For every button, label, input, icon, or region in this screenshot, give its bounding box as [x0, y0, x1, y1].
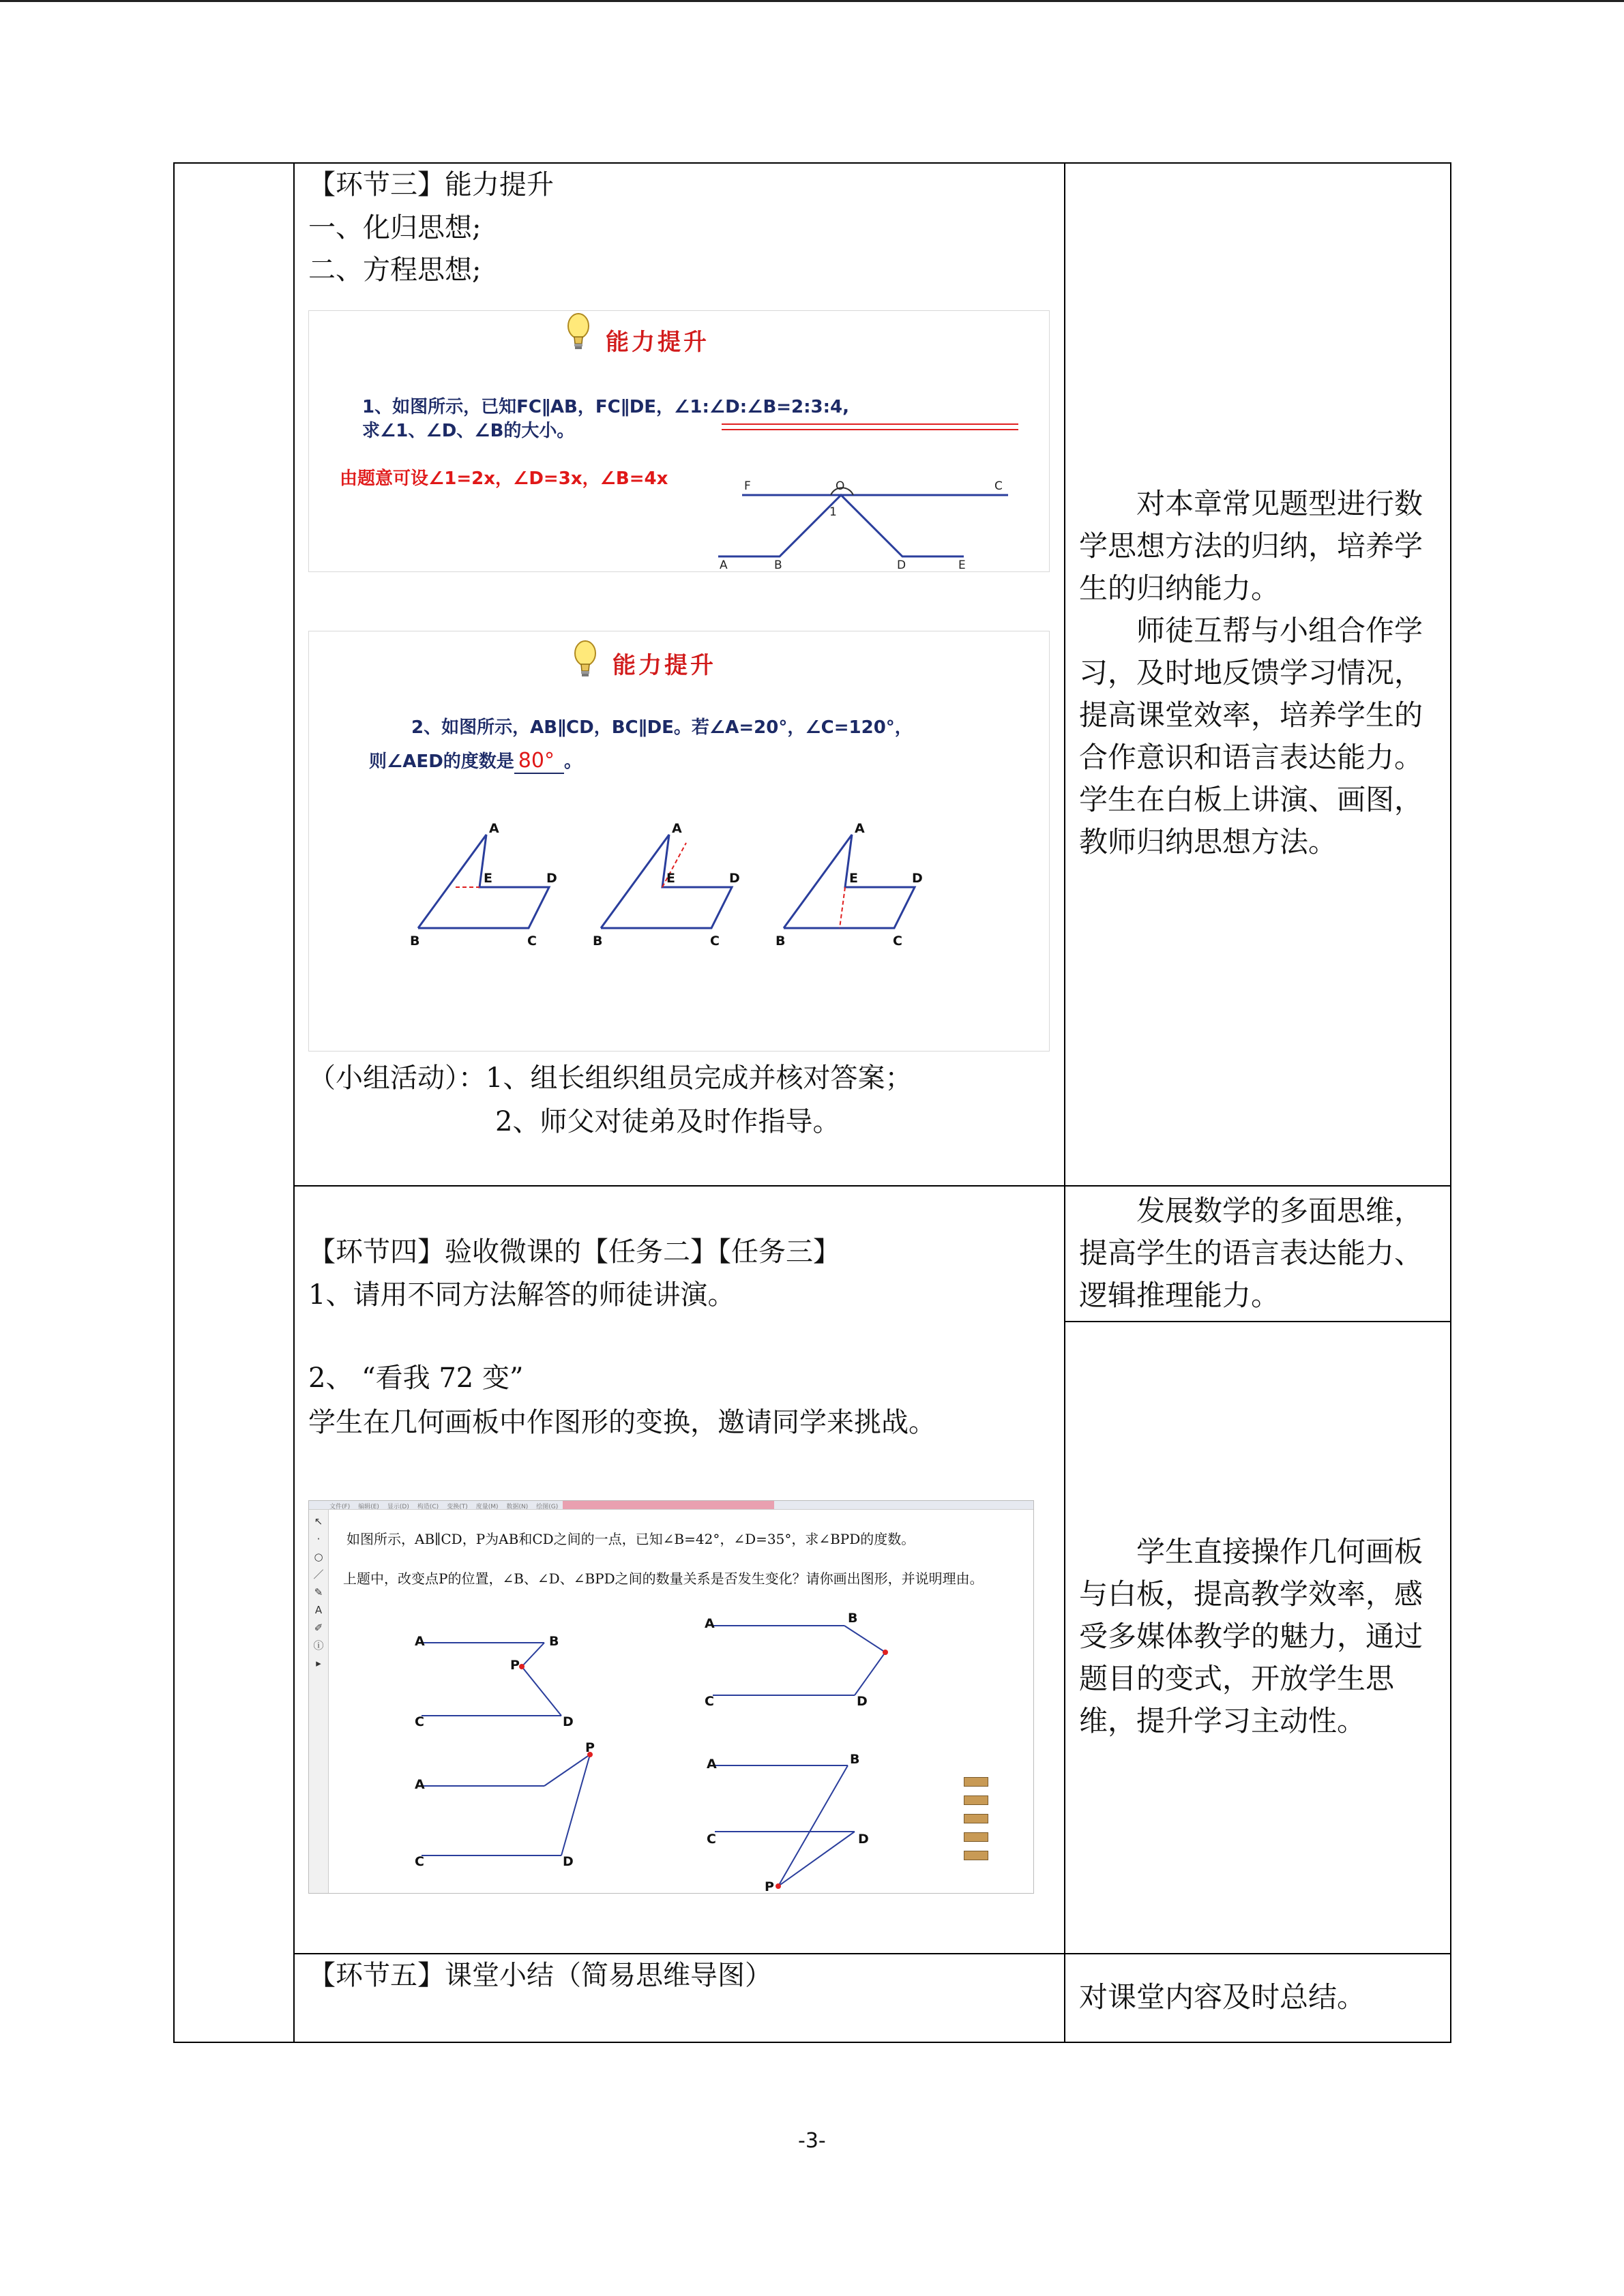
- marker-tool-icon[interactable]: ✐: [314, 1622, 323, 1634]
- lightbulb-icon: [572, 638, 599, 683]
- section-4-note-b: 学生直接操作几何画板 与白板，提高教学效率，感 受多媒体教学的魅力，通过 题目的变式，开放学生思 维，提升学习主动性。: [1079, 1535, 1423, 1738]
- slide-2-answer: 80°: [514, 749, 564, 774]
- sketch-figure-2: [705, 1611, 888, 1709]
- section-3-title: 【环节三】能力提升: [308, 169, 554, 200]
- menu-data[interactable]: 数据(N): [506, 1504, 529, 1510]
- menu-edit[interactable]: 编辑(E): [358, 1504, 379, 1510]
- slide-2-question-line-2: 则∠AED的度数是 80° 。: [369, 749, 582, 773]
- polygon-tool-icon[interactable]: ✎: [314, 1586, 323, 1598]
- svg-text:D: D: [563, 1854, 574, 1869]
- section-3-note: 对本章常见题型进行数 学思想方法的归纳，培养学 生的归纳能力。 师徒互帮与小组合作学 习，及时地反馈学习情况， 提高课堂效率，培养学生的 合作意识和语言表达能力。 学生在白板上讲演、画图， 教师归纳思想方法。: [1079, 487, 1423, 859]
- section-4-line-1: 1、请用不同方法解答的师徒讲演。: [308, 1279, 735, 1311]
- sketch-figure-1: [415, 1634, 574, 1729]
- menu-transform[interactable]: 变换(T): [447, 1504, 468, 1510]
- label-1: 1: [829, 505, 837, 519]
- group-activity-1: （小组活动）：1、组长组织组员完成并核对答案；: [308, 1062, 913, 1094]
- action-button-4[interactable]: [964, 1832, 988, 1842]
- action-button-1[interactable]: [964, 1777, 988, 1787]
- figure-a: [410, 821, 557, 949]
- section-4-title: 【环节四】验收微课的【任务二】【任务三】: [308, 1236, 840, 1268]
- compass-tool-icon[interactable]: ○: [314, 1551, 323, 1563]
- menu-measure[interactable]: 度量(M): [475, 1504, 499, 1510]
- svg-text:E: E: [849, 871, 858, 886]
- section-4-line-2: 2、 “看我 72 变”: [308, 1362, 524, 1394]
- sketch-figure-3: [415, 1740, 595, 1869]
- menu-construct[interactable]: 构造(C): [417, 1504, 439, 1510]
- svg-text:A: A: [415, 1634, 425, 1649]
- label-C: C: [994, 479, 1003, 493]
- line-tool-icon[interactable]: ／: [313, 1568, 324, 1581]
- svg-text:A: A: [415, 1777, 425, 1792]
- slide-1-title: 能力提升: [606, 329, 709, 356]
- slide-1-question-line-1: 1、如图所示，已知FC∥AB，FC∥DE，∠1:∠D:∠B=2:3:4,: [362, 397, 849, 417]
- svg-text:B: B: [848, 1611, 858, 1626]
- svg-text:C: C: [893, 934, 902, 949]
- label-B: B: [774, 558, 782, 572]
- point-tool-icon[interactable]: ·: [316, 1533, 321, 1545]
- svg-text:B: B: [410, 934, 420, 949]
- label-F: F: [744, 479, 751, 493]
- page-number: -3-: [798, 2129, 826, 2153]
- svg-text:B: B: [850, 1752, 860, 1767]
- slide-2-figures: [410, 802, 964, 966]
- section-5-title: 【环节五】课堂小结（简易思维导图）: [308, 1960, 772, 1991]
- svg-text:D: D: [546, 871, 557, 886]
- action-button-5[interactable]: [964, 1851, 988, 1860]
- svg-text:C: C: [710, 934, 720, 949]
- svg-text:D: D: [912, 871, 923, 886]
- slide-1-question-line-2: 求∠1、∠D、∠B的大小。: [362, 421, 575, 441]
- slide-1: [308, 310, 1050, 572]
- svg-text:C: C: [707, 1832, 716, 1847]
- svg-text:D: D: [563, 1714, 574, 1729]
- section-3-item-1: 一、化归思想;: [308, 212, 482, 243]
- text-tool-icon[interactable]: A: [314, 1604, 323, 1616]
- svg-text:B: B: [593, 934, 603, 949]
- svg-text:A: A: [705, 1616, 715, 1631]
- svg-text:C: C: [415, 1854, 424, 1869]
- menu-display[interactable]: 显示(D): [387, 1504, 409, 1510]
- figure-b: [593, 821, 740, 949]
- svg-text:E: E: [666, 871, 675, 886]
- section-5-note: 对课堂内容及时总结。: [1079, 1980, 1366, 2014]
- action-button-3[interactable]: [964, 1814, 988, 1823]
- lightbulb-icon: [565, 311, 592, 356]
- slide-2-question-line-1: 2、如图所示，AB∥CD，BC∥DE。若∠A=20°，∠C=120°，: [411, 717, 913, 738]
- svg-text:E: E: [484, 871, 492, 886]
- menu-graph[interactable]: 绘图(G): [536, 1504, 559, 1510]
- svg-text:D: D: [857, 1694, 868, 1709]
- svg-text:C: C: [527, 934, 537, 949]
- svg-text:P: P: [585, 1740, 595, 1755]
- custom-tool-icon[interactable]: ▸: [316, 1657, 321, 1669]
- sketchpad-screenshot: [308, 1500, 1034, 1894]
- svg-text:A: A: [672, 821, 682, 836]
- svg-text:B: B: [549, 1634, 559, 1649]
- svg-text:A: A: [707, 1757, 717, 1772]
- svg-text:D: D: [858, 1832, 869, 1847]
- svg-text:C: C: [415, 1714, 424, 1729]
- slide-2-title: 能力提升: [612, 652, 716, 679]
- svg-text:A: A: [489, 821, 499, 836]
- action-button-2[interactable]: [964, 1795, 988, 1805]
- section-3-item-2: 二、方程思想;: [308, 254, 482, 286]
- svg-text:B: B: [776, 934, 786, 949]
- group-activity-2: 2、师父对徒弟及时作指导。: [495, 1106, 840, 1137]
- section-4-line-3: 学生在几何画板中作图形的变换，邀请同学来挑战。: [308, 1407, 936, 1438]
- sketchpad-question-2: 上题中，改变点P的位置，∠B、∠D、∠BPD之间的数量关系是否发生变化？请你画出图形，并说明理由。: [343, 1570, 984, 1587]
- svg-text:A: A: [855, 821, 865, 836]
- svg-text:P: P: [765, 1879, 774, 1894]
- label-A: A: [720, 558, 728, 572]
- sketchpad-figures: [309, 1501, 1033, 1893]
- label-O: O: [836, 479, 845, 493]
- slide-2: [308, 631, 1050, 1052]
- sketch-figure-4: [707, 1752, 869, 1894]
- sketchpad-question-1: 如图所示，AB∥CD，P为AB和CD之间的一点，已知∠B=42°，∠D=35°，求∠BPD的度数。: [346, 1531, 915, 1547]
- svg-text:D: D: [729, 871, 740, 886]
- figure-c: [776, 821, 923, 949]
- menu-file[interactable]: 文件(F): [329, 1504, 351, 1510]
- label-D: D: [897, 558, 906, 572]
- label-E: E: [958, 558, 966, 572]
- slide-1-figure: [718, 420, 1039, 570]
- top-border: [0, 0, 1624, 2]
- section-4-note-a: 发展数学的多面思维， 提高学生的语言表达能力、 逻辑推理能力。: [1079, 1194, 1423, 1312]
- svg-text:C: C: [705, 1694, 714, 1709]
- select-tool-icon[interactable]: ↖: [314, 1515, 323, 1527]
- svg-text:P: P: [510, 1658, 520, 1673]
- info-tool-icon[interactable]: ⓘ: [313, 1639, 324, 1652]
- slide-1-hint: 由题意可设∠1=2x，∠D=3x，∠B=4x: [340, 468, 668, 489]
